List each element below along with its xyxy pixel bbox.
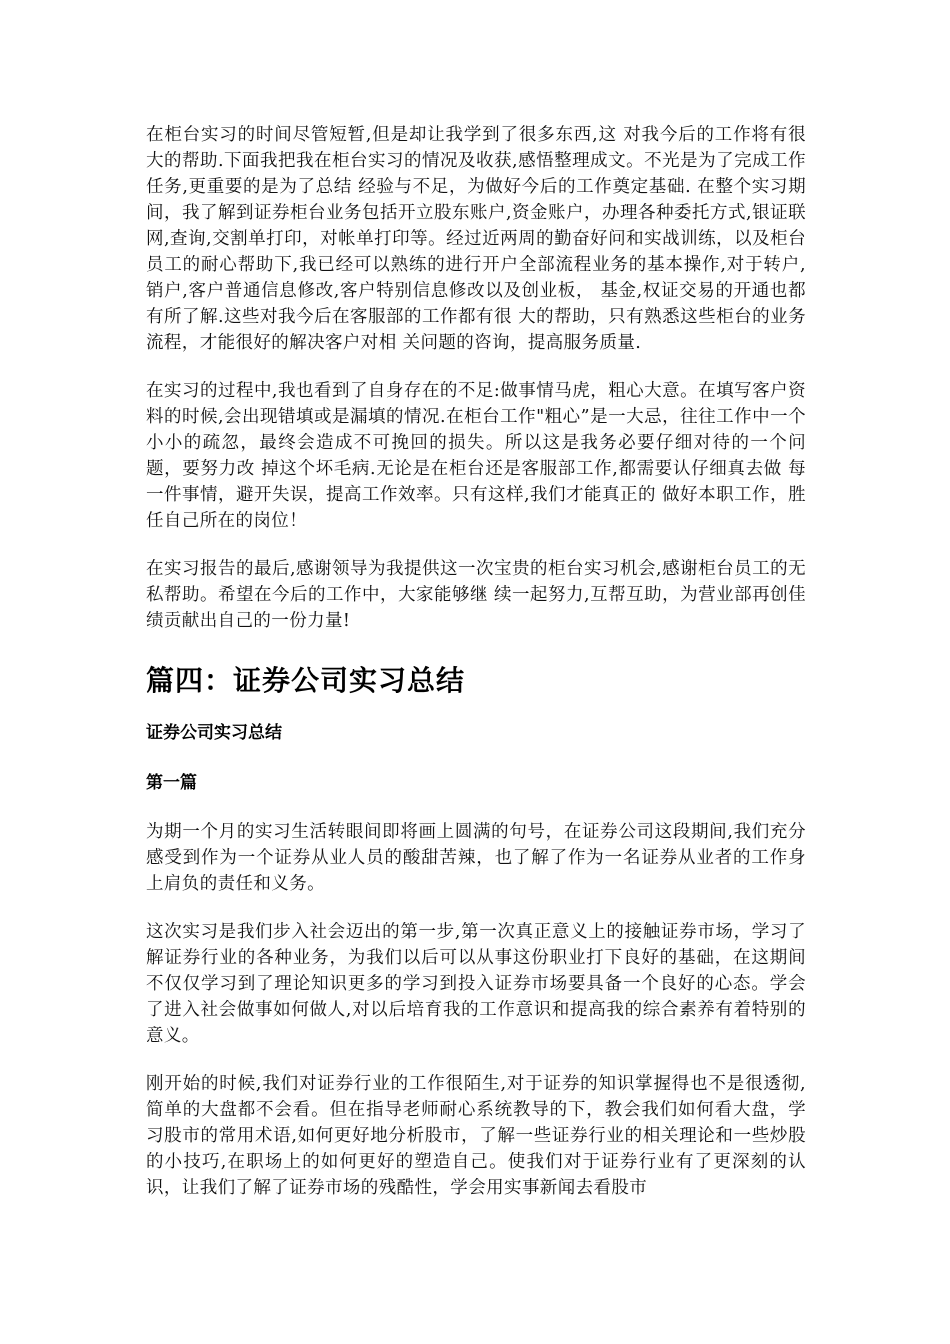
paragraph-counter-internship-summary: 在柜台实习的时间尽管短暂,但是却让我学到了很多东西,这 对我今后的工作将有很大的帮助.下面我把我在柜台实习的情况及收获,感悟整理成文。不光是为了完成工作任务,更重要的是为了总结 经验与不足，为做好今后的工作奠定基础. 在整个实习期间，我了解到证券柜台业务包括开立股东账户,资金账户，办理各种委托方式,银证联网,查询,交割单打印，对帐单打印等。经过近两周的勤奋好问和实战训练，以及柜台员工的耐心帮助下,我已经可以熟练的进行开户全部流程业务的基本操作,对于转户,销户,客户普通信息修改,客户特别信息修改以及创业板， 基金,权证交易的开通也都有所了解.这些对我今后在客服部的工作都有很 大的帮助，只有熟悉这些柜台的业务流程，才能很好的解决客户对相 关问题的咨询，提高服务质量. xyxy=(146,125,806,353)
paragraph-thanks: 在实习报告的最后,感谢领导为我提供这一次宝贵的柜台实习机会,感谢柜台员工的无私帮助。希望在今后的工作中，大家能够继 续一起努力,互帮互助，为营业部再创佳绩贡献出自己的一份力量! xyxy=(146,559,806,631)
paragraph-first-step: 这次实习是我们步入社会迈出的第一步,第一次真正意义上的接触证券市场，学习了解证券行业的各种业务，为我们以后可以从事这份职业打下良好的基础，在这期间不仅仅学习到了理论知识更多的学习到投入证券市场要具备一个良好的心态。学会了进入社会做事如何做人,对以后培育我的工作意识和提高我的综合素养有着特别的意义。 xyxy=(146,922,806,1046)
paragraph-beginning: 刚开始的时候,我们对证券行业的工作很陌生,对于证券的知识掌握得也不是很透彻,简单的大盘都不会看。但在指导老师耐心系统教导的下，教会我们如何看大盘，学习股市的常用术语,如何更好地分析股市，了解一些证券行业的相关理论和一些炒股的小技巧,在职场上的如何更好的塑造自己。使我们对于证券行业有了更深刻的认识，让我们了解了证券市场的残酷性，学会用实事新闻去看股市 xyxy=(146,1074,806,1198)
part-label: 第一篇 xyxy=(146,773,197,793)
paragraph-shortcomings: 在实习的过程中,我也看到了自身存在的不足:做事情马虎，粗心大意。在填写客户资料的时候,会出现错填或是漏填的情况.在柜台工作"粗心”是一大忌，往往工作中一个小小的疏忽，最终会造成不可挽回的损失。所以这是我务必要仔细对待的一个问题，要努力改 掉这个坏毛病.无论是在柜台还是客服部工作,都需要认仔细真去做 每一件事情，避开失误，提高工作效率。只有这样,我们才能真正的 做好本职工作，胜任自己所在的岗位！ xyxy=(146,381,806,531)
paragraph-intro: 为期一个月的实习生活转眼间即将画上圆满的句号，在证券公司这段期间,我们充分感受到作为一个证券从业人员的酸甜苦辣，也了解了作为一名证券从业者的工作身上肩负的责任和义务。 xyxy=(146,822,806,894)
document-page xyxy=(146,122,806,1223)
section-subtitle: 证券公司实习总结 xyxy=(146,723,282,743)
section-heading: 篇四：证券公司实习总结 xyxy=(146,664,466,697)
